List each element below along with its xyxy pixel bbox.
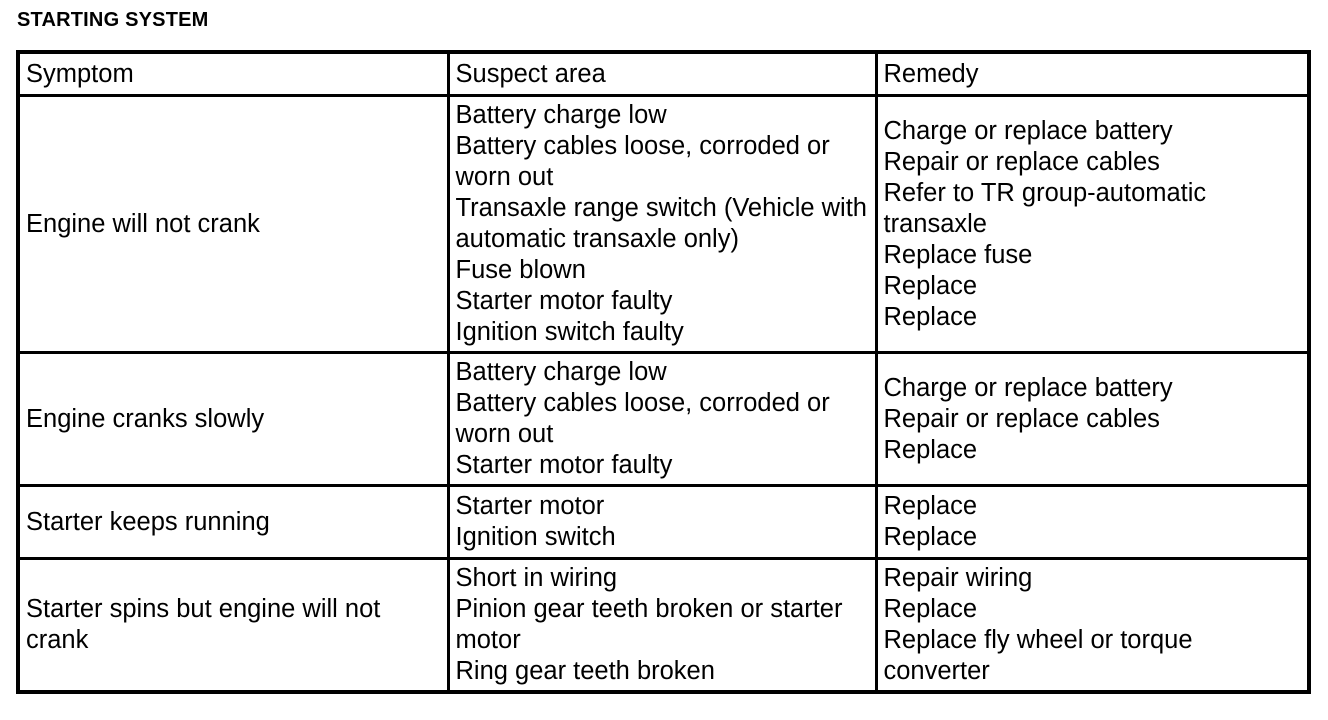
section-title: STARTING SYSTEM — [17, 9, 209, 31]
remedy-item: Repair or replace cables — [883, 404, 1160, 433]
suspect-area-item: Battery charge low — [455, 358, 667, 386]
remedy-item: Replace — [883, 435, 978, 464]
remedy-item: Replace fly wheel or torque converter — [883, 626, 1193, 685]
diagnosis-table — [16, 50, 1311, 694]
remedy-item: Refer to TR group-automatic transaxle — [883, 178, 1207, 238]
suspect-area-item: Starter motor — [455, 492, 605, 520]
suspect-area-cell — [448, 96, 876, 353]
remedy-item: Repair or replace cables — [883, 147, 1160, 176]
suspect-area-item: Starter motor faulty — [455, 287, 673, 315]
table-row — [18, 486, 1309, 559]
column-header-remedy: Remedy — [876, 52, 1309, 96]
remedy-item: Replace fuse — [883, 240, 1033, 269]
symptom-cell: Engine will not crank — [18, 96, 448, 353]
table-header-row — [18, 52, 1309, 96]
column-header-suspect-area: Suspect area — [448, 52, 876, 96]
suspect-area-item: Starter motor faulty — [455, 451, 673, 479]
suspect-area-item: Battery charge low — [455, 101, 667, 129]
remedy-item: Charge or replace battery — [883, 373, 1173, 402]
suspect-area-cell — [448, 559, 876, 693]
suspect-area-item: Ring gear teeth broken — [455, 657, 715, 685]
suspect-area-item: Battery cables loose, corroded or worn out — [455, 132, 830, 191]
remedy-item: Replace — [883, 523, 978, 551]
remedy-item: Replace — [883, 302, 978, 331]
suspect-area-cell — [448, 486, 876, 559]
remedy-cell — [876, 353, 1309, 486]
remedy-cell — [876, 96, 1309, 353]
remedy-item: Charge or replace battery — [883, 116, 1173, 145]
suspect-area-item: Pinion gear teeth broken or starter motor — [455, 595, 843, 654]
remedy-item: Replace — [883, 271, 978, 300]
column-header-symptom: Symptom — [18, 52, 448, 96]
remedy-item: Replace — [883, 492, 978, 520]
table-row — [18, 353, 1309, 486]
remedy-cell — [876, 559, 1309, 693]
table-row — [18, 96, 1309, 353]
table-row — [18, 559, 1309, 693]
remedy-item: Repair wiring — [883, 564, 1033, 592]
suspect-area-item: Battery cables loose, corroded or worn out — [455, 389, 830, 448]
suspect-area-item: Short in wiring — [455, 564, 618, 592]
suspect-area-item: Fuse blown — [455, 256, 586, 284]
symptom-cell: Engine cranks slowly — [18, 353, 448, 486]
suspect-area-cell — [448, 353, 876, 486]
remedy-item: Replace — [883, 595, 978, 623]
symptom-cell: Starter spins but engine will not crank — [18, 559, 448, 693]
suspect-area-item: Ignition switch faulty — [455, 318, 684, 346]
suspect-area-item: Ignition switch — [455, 523, 616, 551]
suspect-area-item: Transaxle range switch (Vehicle with automatic transaxle only) — [455, 194, 867, 253]
remedy-cell — [876, 486, 1309, 559]
symptom-cell: Starter keeps running — [18, 486, 448, 559]
